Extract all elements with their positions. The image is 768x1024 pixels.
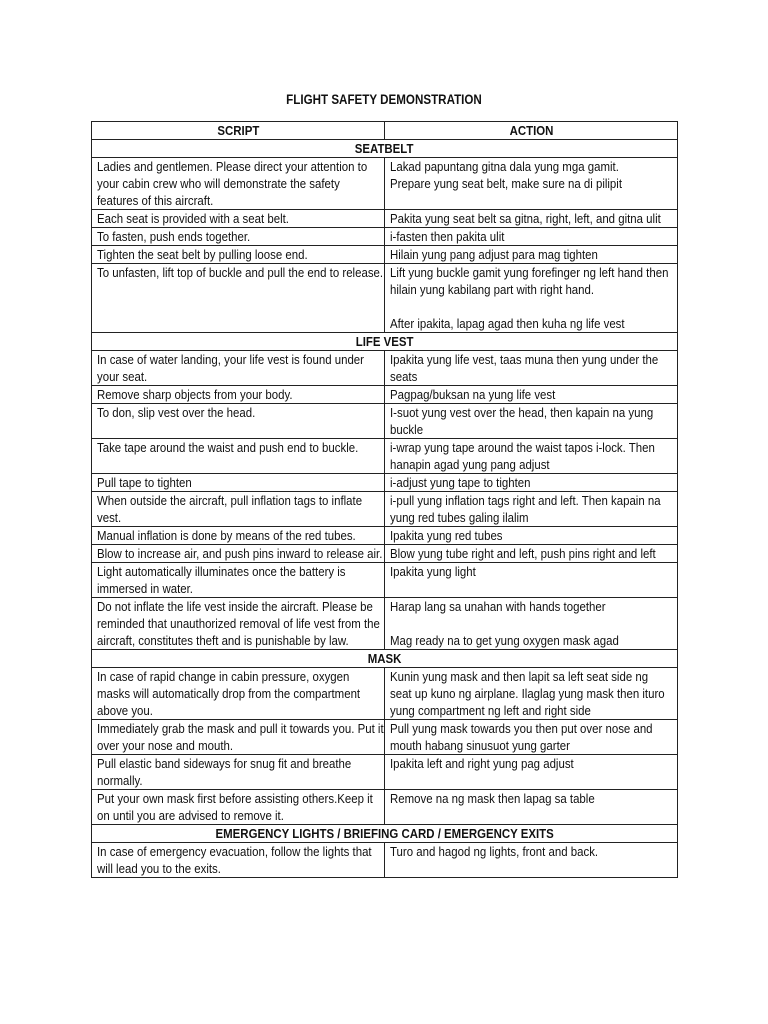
table-row [92,527,678,545]
action-cell: Kunin yung mask and then lapit sa left seat side ng seat up kuno ng airplane. Ilaglag yung mask then ituro yung compartment ng left and right side [385,668,678,720]
table-row [92,158,678,210]
table-row [92,545,678,563]
table-row [92,598,678,650]
action-cell: i-adjust yung tape to tighten [385,474,678,492]
table-row [92,563,678,598]
action-cell: i-fasten then pakita ulit [385,228,678,246]
action-cell: Turo and hagod ng lights, front and back. [385,843,678,878]
table-row [92,264,678,333]
header-row [92,122,678,140]
action-cell: Lift yung buckle gamit yung forefinger ng left hand then hilain yung kabilang part with right hand. After ipakita, lapag agad then kuha ng life vest [385,264,678,333]
table-row [92,755,678,790]
safety-script-table [91,121,678,878]
script-cell: Remove sharp objects from your body. [92,386,385,404]
script-cell: Light automatically illuminates once the battery is immersed in water. [92,563,385,598]
script-cell: Pull elastic band sideways for snug fit and breathe normally. [92,755,385,790]
script-cell: Tighten the seat belt by pulling loose end. [92,246,385,264]
table-row [92,386,678,404]
section-heading: SEATBELT [92,140,678,158]
table-row [92,210,678,228]
script-cell: Put your own mask first before assisting others.Keep it on until you are advised to remove it. [92,790,385,825]
action-cell: I-suot yung vest over the head, then kapain na yung buckle [385,404,678,439]
section-row [92,333,678,351]
action-cell: Remove na ng mask then lapag sa table [385,790,678,825]
table-row [92,439,678,474]
script-cell: Blow to increase air, and push pins inward to release air. [92,545,385,563]
action-column-header: ACTION [385,122,678,140]
script-cell: In case of rapid change in cabin pressure, oxygen masks will automatically drop from the compartment above you. [92,668,385,720]
table-row [92,668,678,720]
table-row [92,790,678,825]
table-row [92,474,678,492]
script-cell: When outside the aircraft, pull inflation tags to inflate vest. [92,492,385,527]
script-cell: Pull tape to tighten [92,474,385,492]
action-cell: Pagpag/buksan na yung life vest [385,386,678,404]
section-heading: LIFE VEST [92,333,678,351]
section-row [92,825,678,843]
action-cell: Blow yung tube right and left, push pins right and left [385,545,678,563]
script-cell: Manual inflation is done by means of the red tubes. [92,527,385,545]
section-heading: MASK [92,650,678,668]
script-cell: Each seat is provided with a seat belt. [92,210,385,228]
table-row [92,228,678,246]
table-row [92,720,678,755]
table-row [92,246,678,264]
page-title: FLIGHT SAFETY DEMONSTRATION [286,92,482,107]
script-cell: To fasten, push ends together. [92,228,385,246]
script-cell: Do not inflate the life vest inside the aircraft. Please be reminded that unauthorized removal of life vest from the aircraft, constitutes theft and is punishable by law. [92,598,385,650]
action-cell: Ipakita yung red tubes [385,527,678,545]
script-cell: In case of emergency evacuation, follow the lights that will lead you to the exits. [92,843,385,878]
table-row [92,492,678,527]
action-cell: Ipakita left and right yung pag adjust [385,755,678,790]
script-cell: Take tape around the waist and push end to buckle. [92,439,385,474]
table-row [92,404,678,439]
action-cell: Harap lang sa unahan with hands together Mag ready na to get yung oxygen mask agad [385,598,678,650]
script-column-header: SCRIPT [92,122,385,140]
section-row [92,140,678,158]
table-row [92,843,678,878]
script-cell: In case of water landing, your life vest is found under your seat. [92,351,385,386]
action-cell: Lakad papuntang gitna dala yung mga gamit. Prepare yung seat belt, make sure na di pilipit [385,158,678,210]
section-row [92,650,678,668]
script-cell: To unfasten, lift top of buckle and pull the end to release. [92,264,385,333]
table-row [92,351,678,386]
script-cell: Immediately grab the mask and pull it towards you. Put it over your nose and mouth. [92,720,385,755]
action-cell: Pakita yung seat belt sa gitna, right, left, and gitna ulit [385,210,678,228]
action-cell: i-pull yung inflation tags right and left. Then kapain na yung red tubes galing ilalim [385,492,678,527]
action-cell: Ipakita yung life vest, taas muna then yung under the seats [385,351,678,386]
script-cell: Ladies and gentlemen. Please direct your attention to your cabin crew who will demonstrate the safety features of this aircraft. [92,158,385,210]
section-heading: EMERGENCY LIGHTS / BRIEFING CARD / EMERGENCY EXITS [92,825,678,843]
script-cell: To don, slip vest over the head. [92,404,385,439]
action-cell: Ipakita yung light [385,563,678,598]
action-cell: i-wrap yung tape around the waist tapos i-lock. Then hanapin agad yung pang adjust [385,439,678,474]
action-cell: Hilain yung pang adjust para mag tighten [385,246,678,264]
action-cell: Pull yung mask towards you then put over nose and mouth habang sinusuot yung garter [385,720,678,755]
